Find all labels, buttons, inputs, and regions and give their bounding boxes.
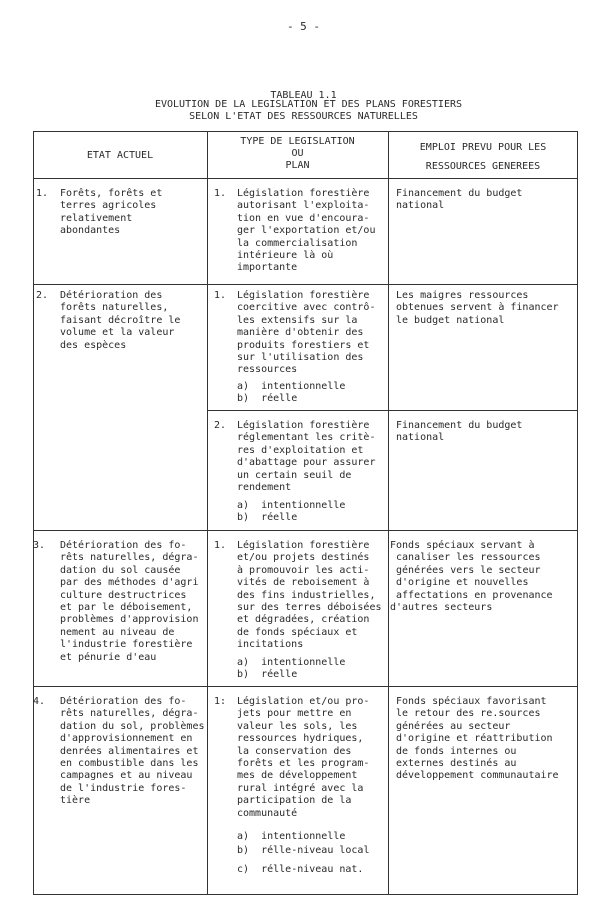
row-4-plan-1-option-c bbox=[237, 864, 363, 876]
row-4-emploi: Fonds spéciaux favorisant le retour des re.sources générées au secteur d'origine et réattribution de fonds internes ou externes destinés au développement communautaire bbox=[396, 696, 559, 782]
row-1-plan-1-number: 1. bbox=[214, 188, 227, 199]
row-2-plan-1-text: Législation forestière coercitive avec contrô- les extensifs sur la manière d'obtenir des produits forestiers et sur l'utilisation des ressources bbox=[237, 290, 376, 376]
option-text: rélle-niveau nat. bbox=[261, 864, 364, 875]
row-2-plan-1-number: 1. bbox=[214, 290, 227, 301]
header-emploi-line-1: EMPLOI PREVU POUR LES bbox=[419, 142, 547, 153]
header-type-line-2: OU bbox=[291, 148, 304, 159]
row-2-plan-2-option-b bbox=[237, 512, 297, 524]
row-4-number: 4. bbox=[33, 696, 46, 707]
header-emploi-prevu bbox=[388, 138, 578, 176]
table-title-line-1: EVOLUTION DE LA LEGISLATION ET DES PLANS FORESTIERS bbox=[154, 99, 463, 110]
row-3-plan-1-option-a bbox=[237, 657, 345, 669]
option-text: rélle-niveau local bbox=[261, 845, 370, 856]
row-4-plan-1-option-b bbox=[237, 845, 369, 857]
option-label: a) bbox=[237, 831, 250, 842]
header-emploi-line-2: RESSOURCES GENEREES bbox=[425, 161, 541, 172]
option-label: b) bbox=[237, 512, 250, 523]
option-label: b) bbox=[237, 393, 250, 404]
header-type-legislation bbox=[207, 136, 388, 172]
column-divider-2 bbox=[388, 131, 389, 895]
row-divider-2-sub bbox=[207, 410, 578, 411]
row-1-etat: Forêts, forêts et terres agricoles relativement abondantes bbox=[60, 188, 163, 237]
row-2-etat: Détérioration des forêts naturelles, faisant décroître le volume et la valeur des espèces bbox=[60, 290, 181, 351]
row-1-emploi: Financement du budget national bbox=[396, 188, 523, 212]
option-label: c) bbox=[237, 864, 250, 875]
row-3-emploi: Fonds spéciaux servant à canaliser les ressources générées vers le secteur d'origine et nouvelles affectations en provenance d'autres secteurs bbox=[390, 540, 553, 614]
table-label: TABLEAU 1.1 bbox=[270, 90, 337, 101]
row-3-plan-1-option-b bbox=[237, 669, 297, 681]
header-etat-actuel: ETAT ACTUEL bbox=[86, 150, 154, 161]
row-4-etat: Détérioration des fo- rêts naturelles, dégra- dation du sol, problèmes d'approvisionnement en denrées alimentaires et en combustible dans les campagnes et au niveau de l'industrie fores- tière bbox=[60, 696, 205, 807]
option-text: intentionnelle bbox=[261, 657, 346, 668]
row-divider-2 bbox=[33, 530, 578, 531]
option-text: réelle bbox=[261, 393, 298, 404]
option-text: intentionnelle bbox=[261, 831, 346, 842]
header-type-line-3: PLAN bbox=[285, 160, 310, 171]
header-type-line-1: TYPE DE LEGISLATION bbox=[240, 136, 355, 147]
row-1-plan-1-text: Législation forestière autorisant l'exploita- tion en vue d'encoura- ger l'exportation et/ou la commercialisation intérieure là où importante bbox=[237, 188, 376, 274]
row-2-plan-2-option-a bbox=[237, 500, 345, 512]
option-text: intentionnelle bbox=[261, 500, 346, 511]
row-2-number: 2. bbox=[36, 290, 49, 301]
row-2-plan-2-text: Législation forestière réglementant les critè- res d'exploitation et d'abattage pour assurer un certain seuil de rendement bbox=[237, 420, 376, 494]
option-text: réelle bbox=[261, 512, 298, 523]
row-3-plan-1-text: Législation forestière et/ou projets destinés à promouvoir les acti- vités de reboisement à des fins industrielles, sur des terres déboisées et dégradées, création de fonds spéciaux et incitations bbox=[237, 540, 382, 651]
column-divider-1 bbox=[207, 131, 208, 895]
row-divider-1 bbox=[33, 284, 578, 285]
row-4-plan-1-option-a bbox=[237, 831, 345, 843]
row-3-etat: Détérioration des fo- rêts naturelles, dégra- dation du sol causée par des méthodes d'agri culture destructrices et par le déboisement, problèmes d'approvision nement au niveau de l'industrie forestière et pénurie d'eau bbox=[60, 540, 199, 663]
row-2-plan-2-emploi: Financement du budget national bbox=[396, 420, 523, 444]
option-label: a) bbox=[237, 500, 250, 511]
option-text: réelle bbox=[261, 669, 298, 680]
option-label: b) bbox=[237, 669, 250, 680]
row-2-plan-1-emploi: Les maigres ressources obtenues servent à financer le budget national bbox=[396, 290, 559, 326]
header-divider bbox=[33, 178, 578, 179]
option-label: b) bbox=[237, 845, 250, 856]
row-3-number: 3. bbox=[33, 540, 46, 551]
option-text: intentionnelle bbox=[261, 381, 346, 392]
option-label: a) bbox=[237, 381, 250, 392]
row-1-number: 1. bbox=[36, 188, 49, 199]
row-3-plan-1-number: 1. bbox=[214, 540, 227, 551]
table-title-line-2: SELON L'ETAT DES RESSOURCES NATURELLES bbox=[189, 111, 418, 122]
row-4-plan-1-number: 1: bbox=[214, 696, 227, 707]
row-2-plan-1-option-a bbox=[237, 381, 345, 393]
page-number: - 5 - bbox=[286, 20, 321, 33]
row-2-plan-2-number: 2. bbox=[214, 420, 227, 431]
row-2-plan-1-option-b bbox=[237, 393, 297, 405]
row-divider-3 bbox=[33, 686, 578, 687]
option-label: a) bbox=[237, 657, 250, 668]
table-title bbox=[0, 99, 607, 123]
row-4-plan-1-text: Législation et/ou pro- jets pour mettre en valeur les sols, les ressources hydriques, la conservation des forêts et les program- mes de développement rural intégré avec la participation de la communauté bbox=[237, 696, 370, 819]
